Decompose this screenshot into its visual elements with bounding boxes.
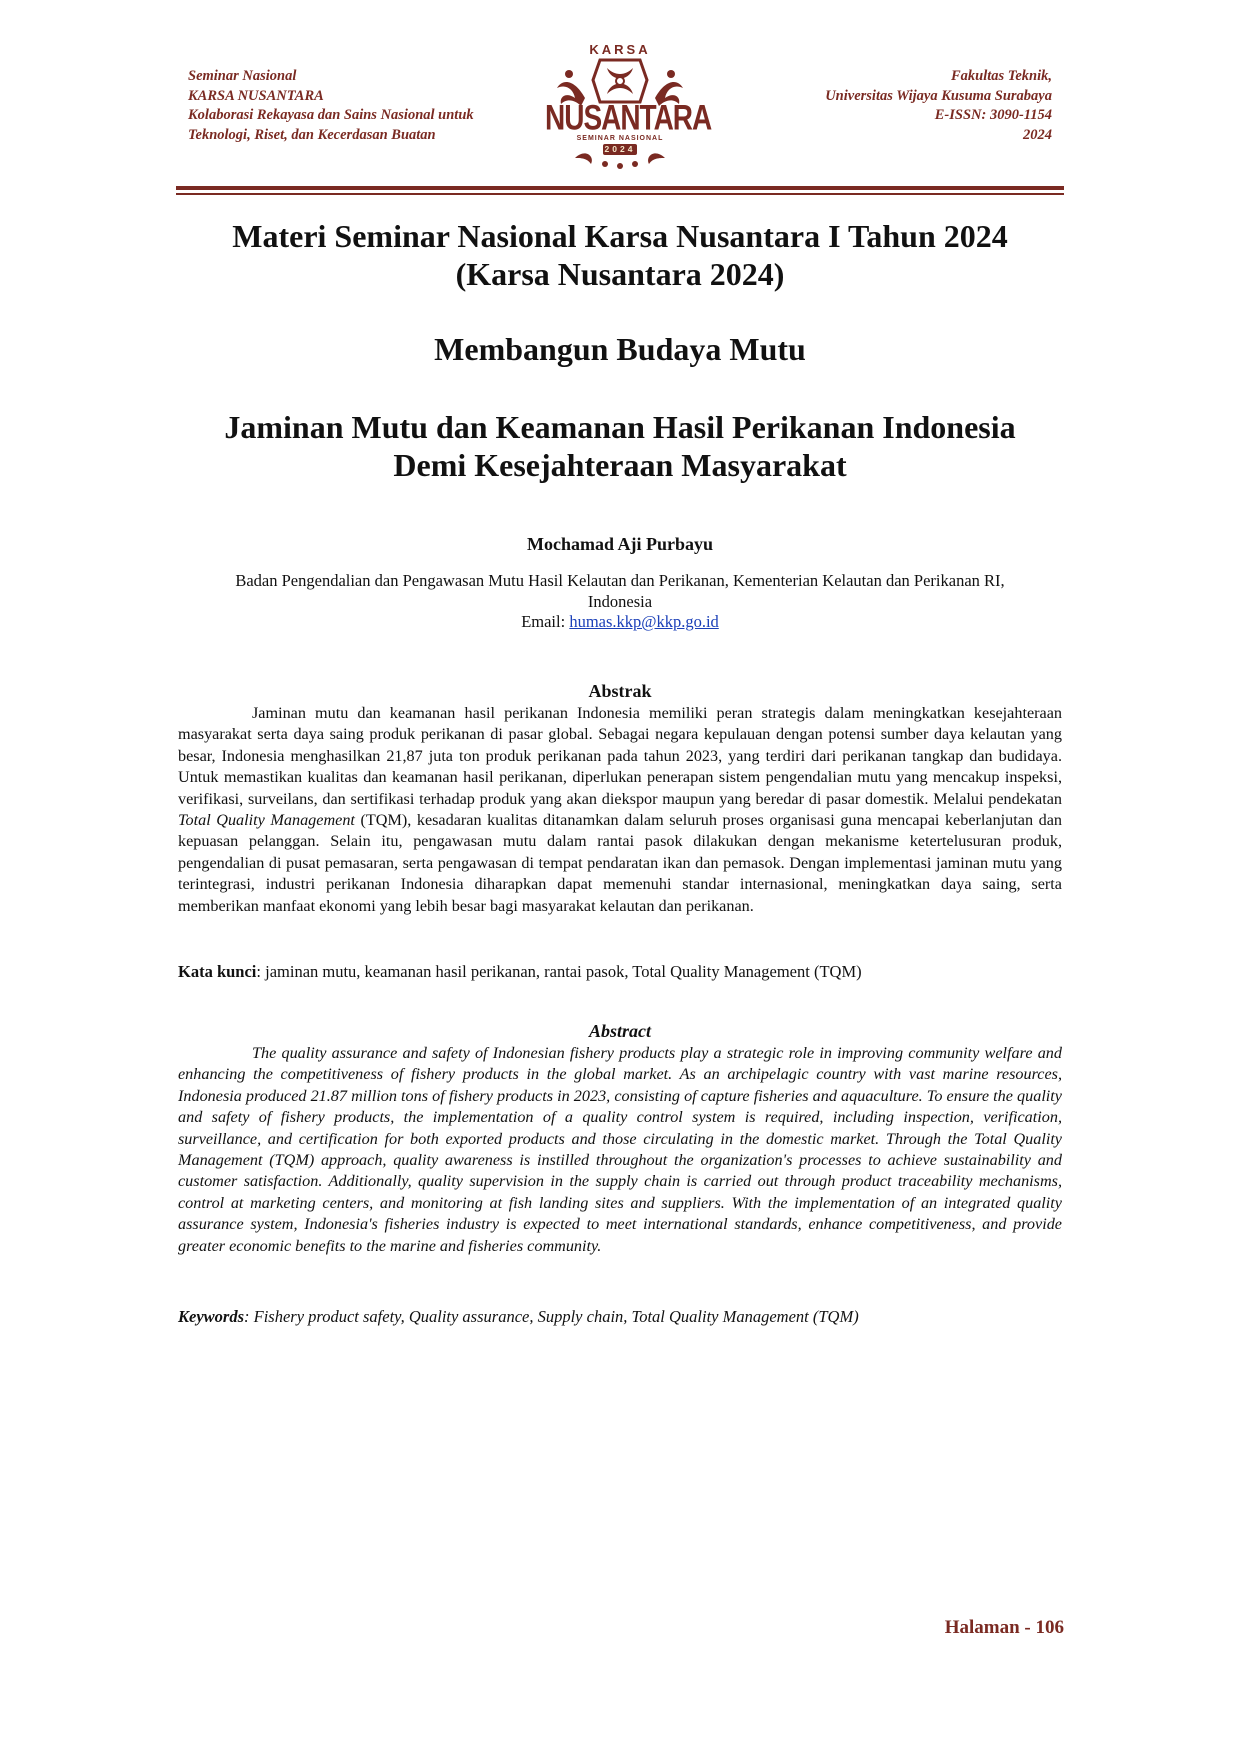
header-right-line: 2024 (1023, 126, 1052, 143)
title-line: Materi Seminar Nasional Karsa Nusantara I Tahun 2024 (232, 218, 1008, 254)
abstract-paragraph: The quality assurance and safety of Indonesian fishery products play a strategic role in improving community welfare and enhancing the competitiveness of fishery products in the global market. As an archipelagic country with vast marine resources, Indonesia produced 21.87 million tons of fishery products in 2023, consisting of capture fisheries and aquaculture. To ensure the quality and safety of fishery products, the implementation of a quality control system is required, including inspection, verification, surveillance, and certification for both exported products and those circulating in the domestic market. Through the Total Quality Management (TQM) approach, quality awareness is instilled throughout the organization's processes to achieve sustainability and customer satisfaction. Additionally, quality supervision in the supply chain is carried out through product traceability mechanisms, control at marketing centers, and monitoring at fish landing sites and suppliers. With the implementation of an integrated quality assurance system, Indonesia's fisheries industry is expected to meet international standards, enhance competitiveness, and provide greater economic benefits to the marine and fisheries community. (178, 1044, 1062, 1255)
abstrak-paragraph (178, 703, 1062, 917)
author-name: Mochamad Aji Purbayu (526, 534, 713, 554)
header-divider-thin (176, 193, 1064, 195)
kata-kunci-text: : jaminan mutu, keamanan hasil perikanan, rantai pasok, Total Quality Management (TQM) (256, 962, 862, 981)
header-left-line: Teknologi, Riset, dan Kecerdasan Buatan (188, 126, 436, 143)
logo-year-text: 2024 (604, 144, 636, 154)
header-left-line: KARSA NUSANTARA (188, 87, 324, 104)
header-right-line: E-ISSN: 3090-1154 (934, 107, 1052, 123)
title-line: (Karsa Nusantara 2024) (455, 256, 785, 292)
paper-title-line: Demi Kesejahteraan Masyarakat (393, 447, 847, 483)
header-left (188, 67, 548, 145)
header-right-line: Fakultas Teknik, (951, 68, 1052, 84)
abstrak-body (178, 703, 1062, 917)
paper-title-line: Jaminan Mutu dan Keamanan Hasil Perikanan Indonesia (224, 409, 1016, 445)
header-left-line: Kolaborasi Rekayasa dan Sains Nasional untuk (188, 107, 474, 123)
keywords (178, 1307, 1062, 1327)
email-link[interactable]: humas.kkp@kkp.go.id (569, 612, 719, 631)
email-label: Email: (521, 612, 570, 631)
abstract-body (178, 1043, 1062, 1257)
keywords-text: : Fishery product safety, Quality assurance, Supply chain, Total Quality Management (TQM) (244, 1307, 859, 1326)
affiliation-line: Indonesia (587, 592, 653, 611)
header-divider-thick (176, 186, 1064, 190)
paper-title (150, 408, 1090, 484)
header-left-line: Seminar Nasional (188, 68, 297, 84)
abstrak-text-part2: (TQM), kesadaran kualitas ditanamkan dalam seluruh proses organisasi guna mencapai keberlanjutan dan kepuasan pelanggan. Selain itu, pengawasan mutu dalam rantai pasok dilakukan dengan mekanisme ketertelusuran produk, pengendalian di pusat pemasaran, serta pengawasan di tempat pendaratan ikan dan pemasok. Dengan implementasi jaminan mutu yang terintegrasi, industri perikanan Indonesia diharapkan dapat memenuhi standar internasional, meningkatkan daya saing, serta memberikan manfaat ekonomi yang lebih besar bagi masyarakat kelautan dan perikanan. (178, 811, 1062, 915)
kata-kunci (178, 962, 1062, 982)
author-email-line (150, 612, 1090, 632)
subtitle: Membangun Budaya Mutu (434, 331, 806, 367)
abstract-heading: Abstract (588, 1021, 651, 1041)
kata-kunci-label: Kata kunci (178, 962, 257, 981)
abstrak-italic-term: Total Quality Management (178, 811, 355, 830)
abstrak-heading: Abstrak (588, 681, 652, 701)
author-affiliation (170, 570, 1070, 612)
header-right-line: Universitas Wijaya Kusuma Surabaya (825, 87, 1052, 104)
logo-top-text: KARSA (589, 42, 651, 57)
abstrak-text-part1: Jaminan mutu dan keamanan hasil perikanan Indonesia memiliki peran strategis dalam meningkatkan kesejahteraan masyarakat serta daya saing produk perikanan di pasar global. Sebagai negara kepulauan dengan potensi sumber daya kelautan yang besar, Indonesia menghasilkan 21,87 juta ton produk perikanan pada tahun 2023, yang terdiri dari perikanan tangkap dan budidaya. Untuk memastikan kualitas dan keamanan hasil perikanan, diperlukan penerapan sistem pengendalian mutu yang mencakup inspeksi, verifikasi, surveilans, dan sertifikasi terhadap produk yang akan diekspor maupun yang beredar di pasar domestik. Melalui pendekatan (178, 704, 1062, 808)
header-right (692, 67, 1052, 145)
logo-sub-text: SEMINAR NASIONAL (576, 135, 664, 142)
page-number: Halaman - 106 (944, 1617, 1064, 1638)
logo-main-text: NUSANTARA (545, 98, 712, 137)
paper-title-block (150, 217, 1090, 293)
keywords-label: Keywords (178, 1307, 244, 1326)
affiliation-line: Badan Pengendalian dan Pengawasan Mutu Hasil Kelautan dan Perikanan, Kementerian Kelautan dan Perikanan RI, (235, 571, 1005, 590)
karsa-nusantara-logo (545, 40, 712, 172)
